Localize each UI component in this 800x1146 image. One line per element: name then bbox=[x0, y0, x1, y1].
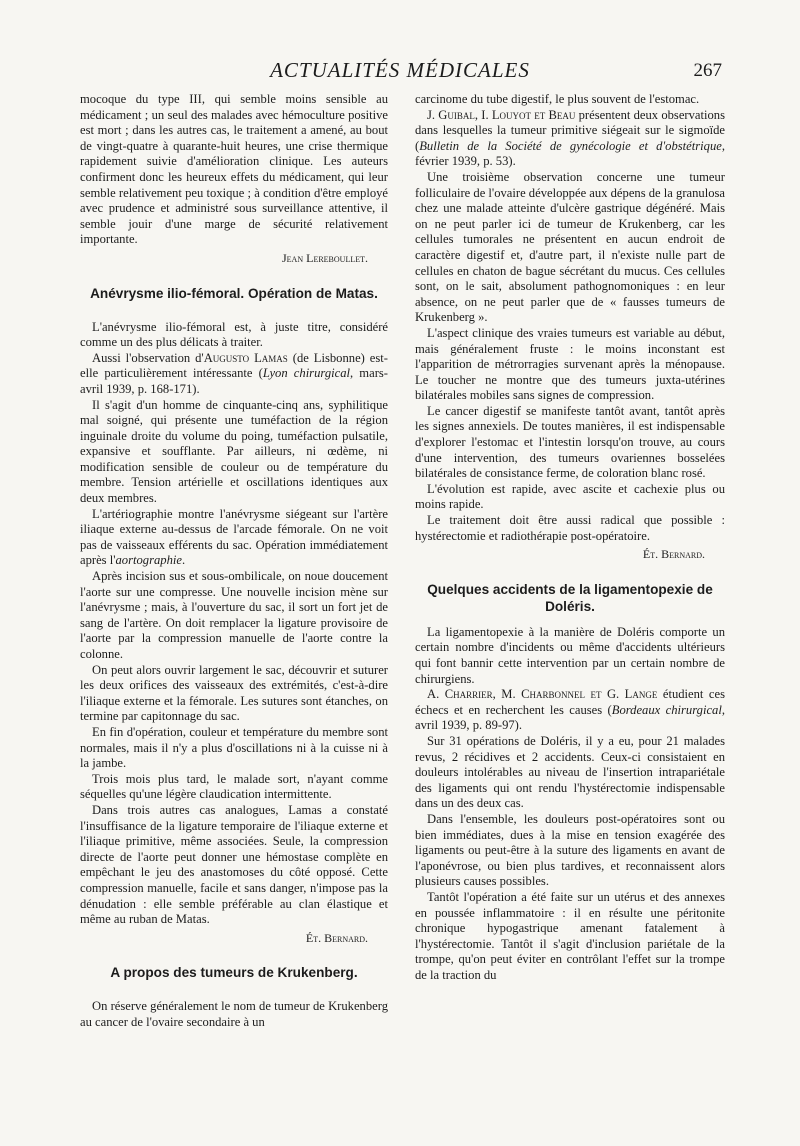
author-name: Augusto Lamas bbox=[203, 350, 288, 365]
article-title: Anévrysme ilio-fémoral. Opération de Matas. bbox=[90, 285, 378, 301]
paragraph: Le traitement doit être aussi radical que possible : hystérectomie et radiothérapie post-opératoire. bbox=[415, 513, 725, 543]
running-header bbox=[0, 58, 800, 88]
paragraph: Aussi l'observation d'Augusto Lamas (de Lisbonne) est-elle particulièrement intéressante (Lyon chirurgical, mars-avril 1939, p. 168-171). bbox=[80, 350, 388, 396]
signature: Ét. Bernard. bbox=[642, 547, 705, 562]
paragraph: L'anévrysme ilio-fémoral est, à juste titre, considéré comme un des plus délicats à traiter. bbox=[80, 319, 388, 350]
paragraph: En fin d'opération, couleur et température du membre sont normales, mais il n'y a plus d'oscillations ni à la cuisse ni à la jambe. bbox=[80, 724, 388, 771]
paragraph: L'aspect clinique des vraies tumeurs est variable au début, mais généralement fruste : le moins inconstant est l'apparition de métrorragies survenant après la ménopause. Le toucher ne montre que des tumeurs juxta-utérines bilatérales mobiles sans signes de compression. bbox=[415, 325, 725, 403]
paragraph: Dans l'ensemble, les douleurs post-opératoires sont ou bien immédiates, dues à la mise en tension exagérée des ligaments ou peut-être à la suture des ligaments en avant de l'aponévrose, ou bien plus tardives, et reconnaissent alors plusieurs causes possibles. bbox=[415, 811, 725, 889]
author-name: A. Charrier, M. Charbonnel et G. Lange bbox=[427, 687, 658, 702]
paragraph: Après incision sus et sous-ombilicale, on noue doucement l'aorte sur une compresse. Une nouvelle incision mène sur l'anévrysme ; mais, à l'ouverture du sac, il sort un fort jet de sang de l'artère. On doit remplacer la ligature provisoire de l'aorte par la compression manuelle de l'aorte contre la colonne. bbox=[80, 569, 388, 661]
running-title: ACTUALITÉS MÉDICALES bbox=[270, 58, 530, 82]
journal-name: Bulletin de la Société de gynécologie et d'obstétrique bbox=[419, 138, 722, 153]
paragraph: On peut alors ouvrir largement le sac, découvrir et suturer les deux orifices des vaisseaux des extrémités, c'est-à-dire l'iliaque externe et la fémorale. Les sutures sont étanches, on termine par capitonnage du sac. bbox=[80, 662, 388, 724]
paragraph: carcinome du tube digestif, le plus souvent de l'estomac. bbox=[415, 92, 700, 106]
paragraph: Il s'agit d'un homme de cinquante-cinq ans, syphilitique mal soigné, qui présente une tuméfaction de la région inguinale droite du volume du poing, tuméfaction pulsatile, expansive et soufflante. Par ailleurs, ni œdème, ni modification sensible de couleur ou de température du membre. Tension artérielle et oscillations identiques aux deux membres. bbox=[80, 397, 388, 506]
paragraph: On réserve généralement le nom de tumeur de Krukenberg au cancer de l'ovaire secondaire à un bbox=[80, 999, 388, 1029]
paragraph: Trois mois plus tard, le malade sort, n'ayant comme séquelles qu'une légère claudication intermittente. bbox=[80, 771, 388, 802]
paragraph: Une troisième observation concerne une tumeur folliculaire de l'ovaire développée aux dépens de la granulosa chez une malade atteinte d'ulcère gastrique dégénéré. Mais on ne peut parler ici de tumeur de Krukenberg, car les cellules tumorales ne présentent en aucun endroit de caractère digestif et, d'autre part, il n'existe nulle part de cellules en chaton de bague sécrétant du mucus. Ces cellules sont, on le sait, absolument pathognomoniques : en leur absence, on ne peut parler que de « fausses tumeurs de Krukenberg ». bbox=[415, 169, 725, 325]
journal-name: Bordeaux chirurgical bbox=[611, 702, 722, 717]
paragraph: mocoque du type III, qui semble moins sensible au médicament ; un seul des malades avec hémoculture positive est mort ; dans les autres cas, le traitement a amené, au bout de vingt-quatre à quarante-huit heures, une crise thermique rapidement suivie d'amélioration clinique. Les auteurs confirment donc les heureux effets du médicament, qui leur semble relativement peu toxique ; à condition d'être employé avec prudence et administré sous surveillance attentive, il semble jouir d'une marge de sécurité relativement importante. bbox=[80, 92, 388, 247]
paragraph: Le cancer digestif se manifeste tantôt avant, tantôt après les signes annexiels. De toutes manières, il est indispensable d'explorer l'estomac et l'intestin lorsqu'on trouve, au cours d'une intervention, des tumeurs ovariennes bosselées bilatérales de consistance ferme, de coloration blanc rosé. bbox=[415, 403, 725, 481]
left-column bbox=[80, 92, 388, 1030]
journal-name: Lyon chirurgical bbox=[262, 366, 350, 381]
paragraph: L'évolution est rapide, avec ascite et cachexie plus ou moins rapide. bbox=[415, 481, 725, 512]
right-column bbox=[415, 92, 725, 983]
paragraph: A. Charrier, M. Charbonnel et G. Lange étudient ces échecs et en recherchent les causes (Bordeaux chirurgical, avril 1939, p. 89-97). bbox=[415, 687, 726, 733]
paragraph: L'artériographie montre l'anévrysme siégeant sur l'artère iliaque externe au-dessus de l'arcade fémorale. On ne voit pas de vaisseaux efférents du sac. Opération immédiatement après l'aortographie. bbox=[80, 506, 388, 568]
article-title: A propos des tumeurs de Krukenberg. bbox=[110, 965, 358, 981]
signature: Jean Lereboullet. bbox=[282, 250, 368, 265]
article-title: Quelques accidents de la ligamentopexie de Doléris. bbox=[427, 581, 713, 614]
page-number: 267 bbox=[693, 60, 722, 81]
paragraph: J. Guibal, I. Louyot et Beau présentent deux observations dans lesquelles la tumeur primitive siégeait sur le sigmoïde (Bulletin de la Société de gynécologie et d'obstétrique, février 1939, p. 53). bbox=[415, 107, 725, 169]
paragraph: Dans trois autres cas analogues, Lamas a constaté l'insuffisance de la ligature temporaire de l'iliaque externe et l'iliaque primitive, même associées. Seule, la compression directe de l'aorte peut donner une hémostase complète en empêchant le jeu des anastomoses du côté opposé. Cette compression manuelle, facile et sans danger, n'impose pas la dénudation : elle semble préférable au clan élastique et même au ruban de Matas. bbox=[80, 802, 388, 927]
paragraph: Sur 31 opérations de Doléris, il y a eu, pour 21 malades revus, 2 récidives et 2 accidents. Ceux-ci consistaient en douleurs intolérables au niveau de l'insertion intrapariétale des ligaments qui ont rendu l'hystérectomie indispensable dans un des deux cas. bbox=[415, 733, 725, 811]
author-name: J. Guibal, I. Louyot et Beau bbox=[427, 107, 576, 122]
paragraph: La ligamentopexie à la manière de Doléris comporte un certain nombre d'incidents ou même d'accidents ultérieurs qui font bannir cette intervention par un certain nombre de chirurgiens. bbox=[415, 624, 725, 686]
signature: Ét. Bernard. bbox=[305, 930, 368, 945]
paragraph: Tantôt l'opération a été faite sur un utérus et des annexes en poussée inflammatoire : il en résulte une péritonite chronique hypogastrique amenant fatalement à l'hystérectomie. Tantôt il s'agit d'inclusion pariétale de la trompe, qu'on peut éviter en contrôlant l'effet sur la trompe de la traction du bbox=[415, 889, 725, 982]
